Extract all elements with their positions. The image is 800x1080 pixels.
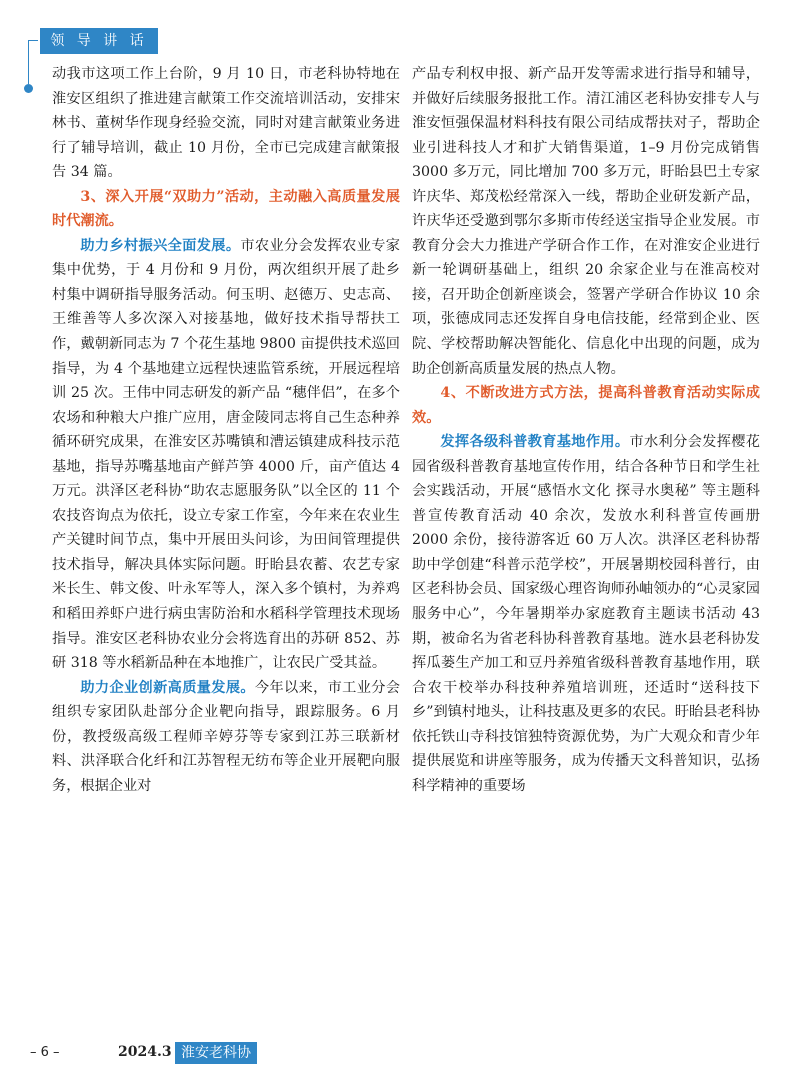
page-number: – 6 – bbox=[30, 1045, 60, 1060]
paragraph-body: 今年以来，市工业分会组织专家团队赴部分企业靶向指导，跟踪服务。6 月份，教授级高级工程师辛婷芬等专家到江苏三联新材料、洪泽联合化纤和江苏智程无纺布等企业开展靶向服务，根据企业对 bbox=[52, 679, 400, 794]
paragraph bbox=[412, 430, 760, 798]
paragraph-body: 市水利分会发挥樱花园省级科普教育基地宣传作用，结合各种节日和学生社会实践活动，开展“感悟水文化 探寻水奥秘” 等主题科普宣传教育活动 40 余次，发放水利科普宣传画册 2000 余份，接待游客近 60 万人次。洪泽区老科协帮助中学创建“科普示范学校”，开展暑期校园科普行，由区老科协会员、国家级心理咨询师孙岫领办的“心灵家园服务中心”，今年暑期举办家庭教育主题读书活动 43 期，被命名为省老科协科普教育基地。涟水县老科协发挥瓜蒌生产加工和豆丹养殖省级科普教育基地作用，联合农干校举办科技种养殖培训班，还适时“送科技下乡”到镇村地头，让科技惠及更多的农民。盱眙县老科协依托铁山寺科技馆独特资源优势，为广大观众和青少年提供展览和讲座等服务，成为传播天文科普知识，弘扬科学精神的重要场 bbox=[412, 434, 760, 794]
header-rule-horizontal bbox=[28, 40, 38, 41]
paragraph-body: 市农业分会发挥农业专家集中优势，于 4 月份和 9 月份，两次组织开展了赴乡村集中调研指导服务活动。何玉明、赵德万、史志高、王维善等人多次深入对接基地，做好技术指导帮扶工作，戴朝新同志为 7 个花生基地 9800 亩提供技术巡回指导，为 4 个基地建立远程快速监管系统，开展远程培训 25 次。王伟中同志研发的新产品 “穗伴侣”，在多个农场和种粮大户推广应用，唐金陵同志将自己生态种养循环研究成果，在淮安区苏嘴镇和漕运镇建成科技示范基地，指导苏嘴基地亩产鲜芦笋 4000 斤，亩产值达 4 万元。洪泽区老科协“助农志愿服务队”以全区的 11 个农技咨询点为依托，设立专家工作室，今年来在农业生产关键时间节点，集中开展田头问诊，为田间管理提供技术指导，解决具体实际问题。盱眙县农蓄、农艺专家米长生、韩文俊、叶永军等人，深入多个镇村，为养鸡和稻田养虾户进行病虫害防治和水稻科学管理技术现场指导。淮安区老科协农业分会将选育出的苏研 852、苏研 318 等水稻新品种在本地推广，让农民广受其益。 bbox=[52, 237, 400, 672]
paragraph bbox=[52, 234, 400, 676]
paragraph-lead: 助力乡村振兴全面发展。 bbox=[80, 237, 241, 254]
section-tag: 领 导 讲 话 bbox=[40, 28, 158, 54]
magazine-name: 淮安老科协 bbox=[175, 1042, 257, 1064]
left-column bbox=[52, 62, 400, 798]
paragraph: 动我市这项工作上台阶，9 月 10 日，市老科协特地在淮安区组织了推进建言献策工作交流培训活动，安排宋林书、董树华作现身经验交流，同时对建言献策业务进行了辅导培训，截止 10 月份，全市已完成建言献策报告 34 篇。 bbox=[52, 66, 400, 181]
paragraph-lead: 助力企业创新高质量发展。 bbox=[80, 679, 255, 696]
section-heading: 4、不断改进方式方法，提高科普教育活动实际成效。 bbox=[412, 385, 760, 426]
issue-number: 2024.3 bbox=[118, 1044, 172, 1060]
header-rule-vertical bbox=[28, 40, 29, 84]
paragraph: 产品专利权申报、新产品开发等需求进行指导和辅导，并做好后续服务报批工作。清江浦区老科协安排专人与淮安恒强保温材料科技有限公司结成帮扶对子，帮助企业引进科技人才和扩大销售渠道，1–9 月份完成销售 3000 多万元，同比增加 700 多万元，盱眙县巴土专家许庆华、郑茂松经常深入一线，帮助企业研发新产品，许庆华还受邀到鄂尔多斯市传经送宝指导企业发展。市教育分会大力推进产学研合作工作，在对淮安企业进行新一轮调研基础上，组织 20 余家企业与在淮高校对接，召开助企创新座谈会，签署产学研合作协议 10 余项，张德成同志还发挥自身电信技能，经常到企业、医院、学校帮助解决智能化、信息化中出现的问题，成为助企创新高质量发展的热点人物。 bbox=[412, 66, 760, 377]
paragraph bbox=[52, 676, 400, 799]
paragraph-lead: 发挥各级科普教育基地作用。 bbox=[440, 434, 630, 451]
right-column bbox=[412, 62, 760, 798]
header-dot bbox=[24, 84, 33, 93]
section-heading: 3、深入开展“双助力”活动，主动融入高质量发展时代潮流。 bbox=[52, 188, 400, 230]
